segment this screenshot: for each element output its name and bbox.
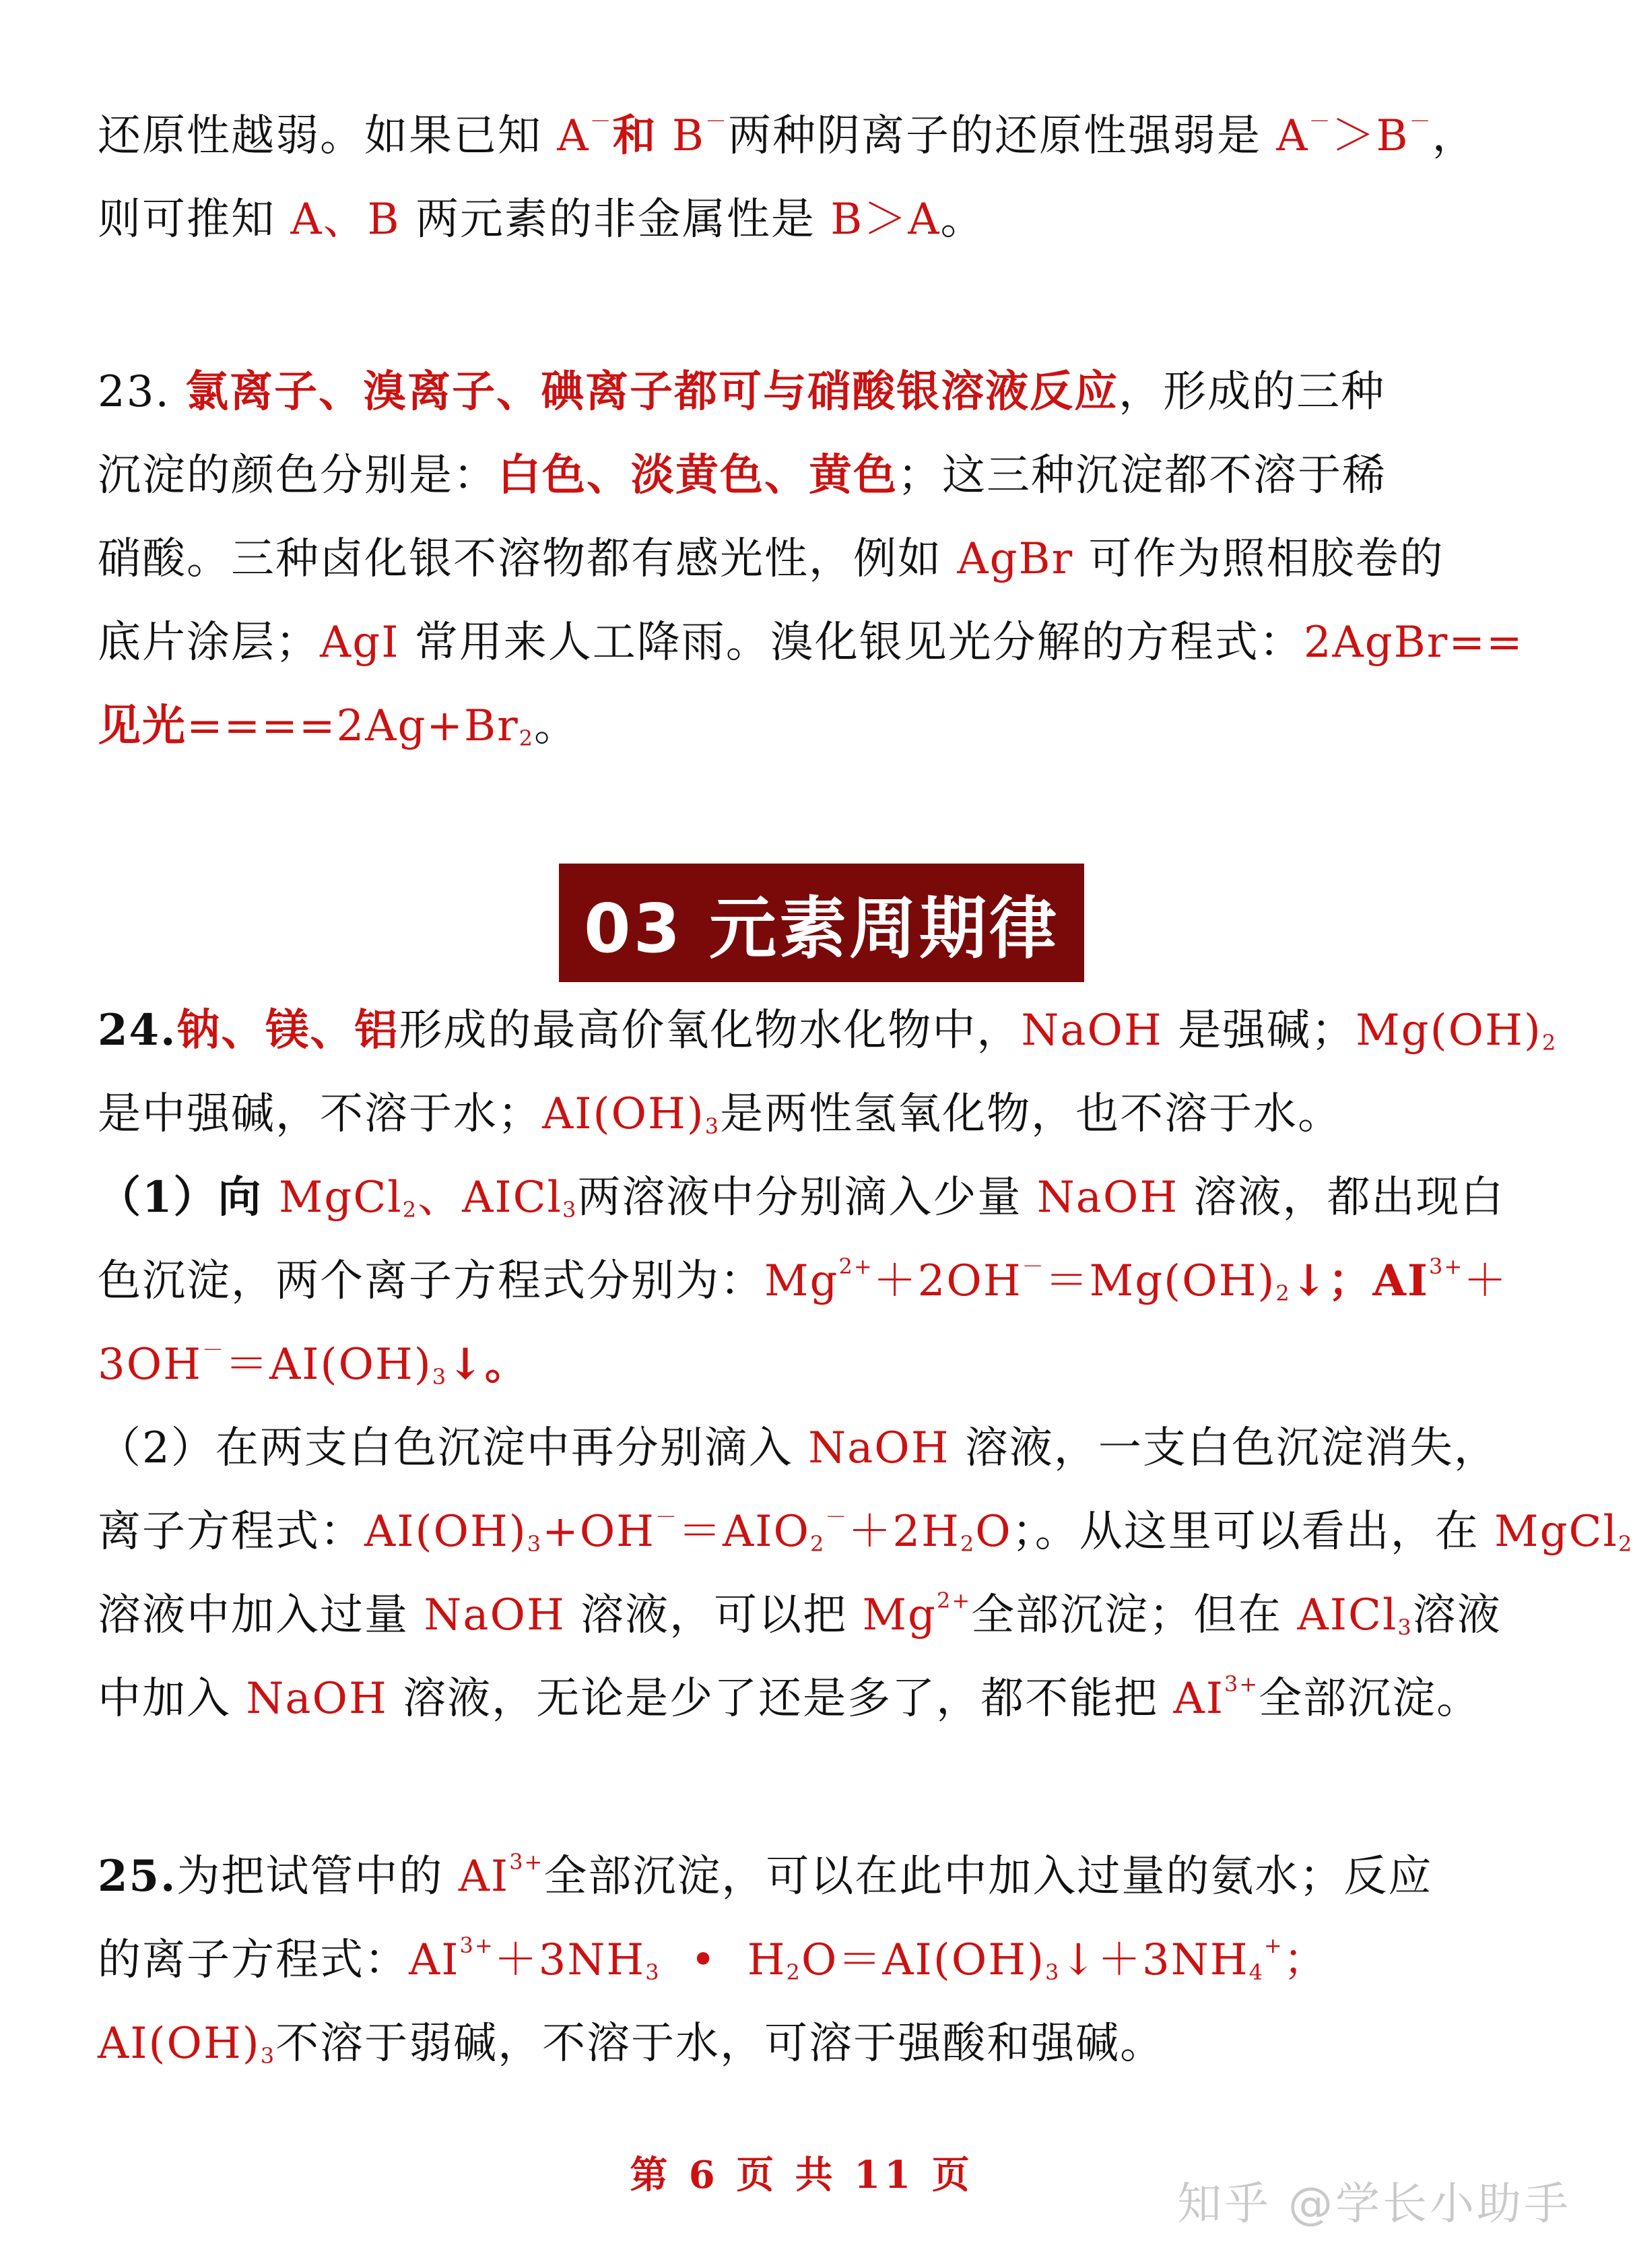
text-line: 还原性越弱。如果已知 A－和 B－两种阴离子的还原性强弱是 A－＞B－， (98, 108, 1477, 161)
text-line: 底片涂层；AgI 常用来人工降雨。溴化银见光分解的方程式：2AgBr== (98, 618, 1524, 668)
text-line: 色沉淀，两个离子方程式分别为：$Mg^{2+}+2OH^-=Mg(OH)_2↓$；$AI^{3+}+$ (98, 1254, 1508, 1306)
text-line: 见光$====2Ag+Br_2$。 (98, 701, 579, 751)
section-banner: 03 元素周期律 (559, 864, 1084, 982)
paragraph-23 (98, 350, 1524, 768)
text-line: 沉淀的颜色分别是：白色、淡黄色、黄色；这三种沉淀都不溶于稀 (98, 450, 1387, 500)
text-line: 的离子方程式：$AI^{3+}+3NH_3$ • $H_2O=AI(OH)_3↓+3NH_4^+$； (98, 1933, 1328, 1985)
paragraph-25 (98, 1835, 1508, 2085)
text-line: 硝酸。三种卤化银不溶物都有感光性，例如 AgBr 可作为照相胶卷的 (98, 534, 1444, 584)
text-line: （1）向 MgCl$_2$、AICl$_3$两溶液中分别滴入少量 NaOH 溶液，都出现白 (98, 1172, 1505, 1223)
text-line: 离子方程式：$AI(OH)_3+OH^-=AIO_2^-+2H_2O$；。从这里可以看出，在 MgCl$_2$ (98, 1504, 1633, 1557)
text-line: 23. 氯离子、溴离子、碘离子都可与硝酸银溶液反应，形成的三种 (98, 366, 1386, 417)
text-line: （2）在两支白色沉淀中再分别滴入 NaOH 溶液，一支白色沉淀消失， (98, 1423, 1498, 1473)
page-number: 第 6 页 共 11 页 (630, 2153, 974, 2197)
text-line: 中加入 NaOH 溶液，无论是少了还是多了，都不能把 $AI^{3+}$全部沉淀。 (98, 1671, 1481, 1724)
text-line: 24.钠、镁、铝形成的最高价氧化物水化物中，NaOH 是强碱；$Mg(OH)_2$ (98, 1005, 1558, 1056)
text-line: $AI(OH)_3$不溶于弱碱，不溶于水，可溶于强酸和强碱。 (98, 2019, 1165, 2069)
text-line: $3OH^-=AI(OH)_3↓$。 (98, 1337, 529, 1390)
paragraph-24 (98, 989, 1633, 1741)
text-line: 25.为把试管中的 $AI^{3+}$全部沉淀，可以在此中加入过量的氨水；反应 (98, 1849, 1433, 1902)
watermark: 知乎 @学长小助手 (1177, 2178, 1571, 2230)
text-line: 则可推知 A、B 两元素的非金属性是 B＞A。 (98, 195, 985, 245)
text-line: 是中强碱，不溶于水；$AI(OH)_3$是两性氢氧化物，也不溶于水。 (98, 1089, 1343, 1139)
paragraph-22 (98, 94, 1508, 261)
text-line: 溶液中加入过量 NaOH 溶液，可以把 $Mg^{2+}$全部沉淀；但在 AICl$_3$溶液 (98, 1588, 1502, 1640)
